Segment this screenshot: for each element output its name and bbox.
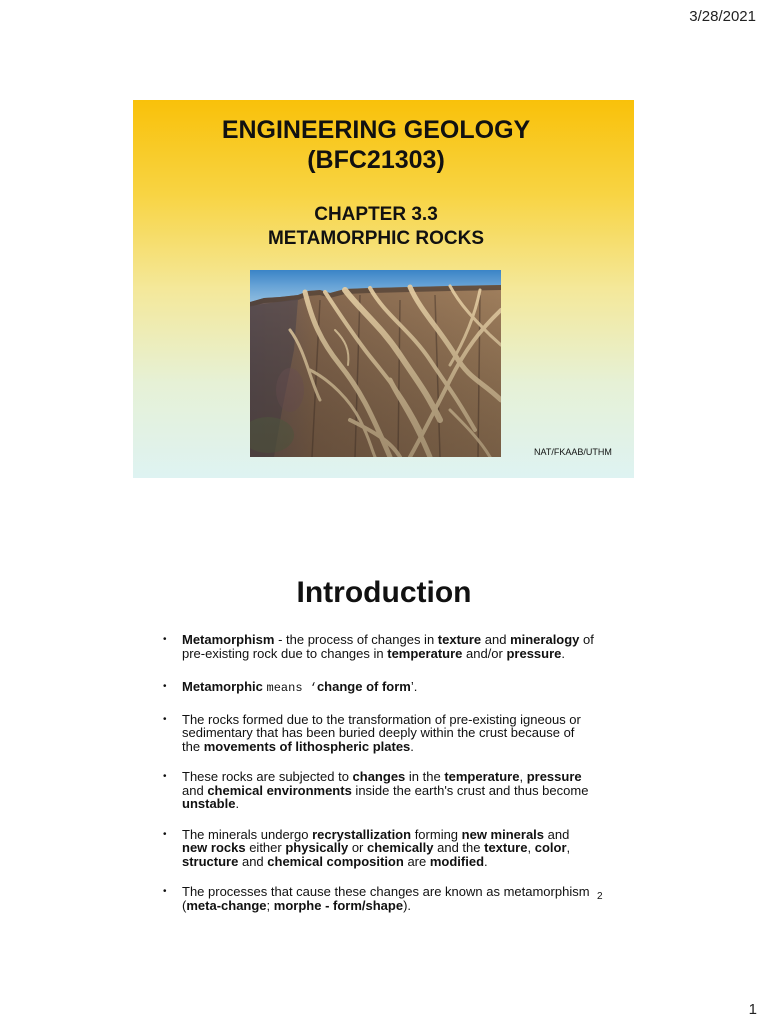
course-code: (BFC21303) (307, 146, 445, 174)
text-line (182, 885, 590, 899)
bullet-text (182, 770, 588, 811)
bold-term: morphe - form/shape (273, 897, 404, 913)
bold-term: chemical composition (267, 853, 404, 869)
text-run: ; (266, 897, 274, 913)
text-run: - the process of changes in (274, 632, 438, 647)
text-run: . (484, 853, 488, 869)
bold-term: new minerals (461, 826, 545, 842)
bullet-item (163, 828, 613, 869)
text-run: and (544, 826, 570, 842)
text-line (182, 740, 581, 754)
bullet-text (182, 828, 570, 869)
text-run: and (481, 632, 511, 647)
bullet-item (163, 633, 613, 660)
text-run: , (527, 840, 535, 855)
bold-term: temperature (444, 769, 520, 784)
bullet-item (163, 713, 613, 754)
bullet-text (182, 885, 590, 912)
text-run: . (561, 645, 566, 661)
text-line (182, 726, 581, 740)
text-run: and (238, 853, 268, 869)
bold-term: meta-change (186, 897, 267, 913)
slide-credit: NAT/FKAAB/UTHM (534, 447, 612, 457)
bold-term: pressure (526, 769, 582, 784)
text-run: and/or (462, 645, 507, 661)
text-run: ( (182, 897, 187, 913)
bold-term: pressure (506, 645, 562, 661)
bold-term: structure (182, 853, 239, 869)
text-line (182, 633, 594, 647)
bullet-marker: • (163, 886, 167, 897)
text-run: These rocks are subjected to (182, 769, 353, 784)
section-heading: Introduction (296, 576, 472, 609)
text-line (182, 841, 570, 855)
bold-term: temperature (387, 645, 463, 661)
bullet-item (163, 680, 613, 696)
course-name: ENGINEERING GEOLOGY (221, 116, 531, 144)
bullet-marker: • (163, 634, 167, 645)
bold-term: Metamorphic (182, 679, 263, 694)
text-run: means ‘ (266, 681, 317, 695)
chapter-number: CHAPTER 3.3 (314, 204, 438, 225)
bullet-marker: • (163, 681, 167, 692)
bold-term: color (534, 840, 567, 855)
text-run: inside the earth's crust and thus become (351, 782, 589, 798)
text-line (182, 713, 581, 727)
text-run: The rocks formed due to the transformation of pre-existing igneous or (182, 711, 581, 727)
text-line (182, 680, 417, 696)
bold-term: modified (429, 853, 485, 869)
bold-term: movements of lithospheric plates (203, 738, 411, 754)
text-run: of (579, 632, 594, 647)
bold-term: recrystallization (312, 826, 412, 842)
text-run: sedimentary that has been buried deeply within the crust because of (182, 725, 575, 740)
page-number: 1 (748, 1001, 757, 1018)
text-line (182, 797, 588, 811)
text-run: . (235, 796, 240, 811)
bullet-text (182, 633, 594, 660)
text-line (182, 770, 588, 784)
text-line (182, 647, 594, 661)
bold-term: unstable (182, 796, 236, 811)
bullet-marker: • (163, 771, 167, 782)
text-run: ). (403, 897, 412, 913)
bullet-text (182, 680, 417, 696)
bullet-marker: • (163, 713, 167, 725)
chapter-name: METAMORPHIC ROCKS (267, 228, 485, 249)
bullet-marker: • (163, 828, 167, 840)
text-line (182, 784, 588, 798)
bold-term: changes (352, 769, 406, 784)
title-slide (133, 100, 634, 478)
bold-term: chemical environments (207, 782, 352, 798)
text-run: the (182, 738, 204, 754)
bold-term: texture (484, 840, 528, 855)
slide-photo (250, 270, 501, 457)
text-run: The minerals undergo (182, 826, 313, 842)
text-run: and the (433, 840, 485, 855)
text-run: forming (411, 826, 462, 842)
text-run: , (519, 769, 527, 784)
text-run: The processes that cause these changes are known as metamorphism (182, 884, 590, 899)
bullet-item (163, 885, 613, 912)
photo-shade (250, 285, 501, 457)
print-date: 3/28/2021 (689, 8, 756, 25)
bold-term: new rocks (182, 840, 246, 855)
text-run: either (245, 840, 286, 855)
text-run: pre-existing rock due to changes in (182, 645, 388, 661)
bullet-text (182, 713, 581, 754)
course-title (133, 115, 619, 175)
text-run: or (348, 840, 368, 855)
bold-term: change of form (316, 679, 411, 694)
text-line (182, 899, 590, 913)
text-run: , (566, 840, 571, 855)
text-run: ’. (410, 679, 418, 694)
bold-term: chemically (367, 840, 434, 855)
bullet-item (163, 770, 613, 811)
text-run: and (182, 782, 208, 798)
text-line (182, 828, 570, 842)
bold-term: texture (437, 632, 482, 647)
text-line (182, 855, 570, 869)
bold-term: physically (285, 840, 349, 855)
bold-term: mineralogy (510, 632, 580, 647)
chapter-title (133, 203, 619, 251)
text-run: in the (405, 769, 445, 784)
bullet-list (163, 633, 613, 929)
slide-number: 2 (597, 891, 603, 902)
text-run: . (410, 738, 414, 754)
bold-term: Metamorphism (182, 632, 275, 647)
text-run: are (403, 853, 430, 869)
